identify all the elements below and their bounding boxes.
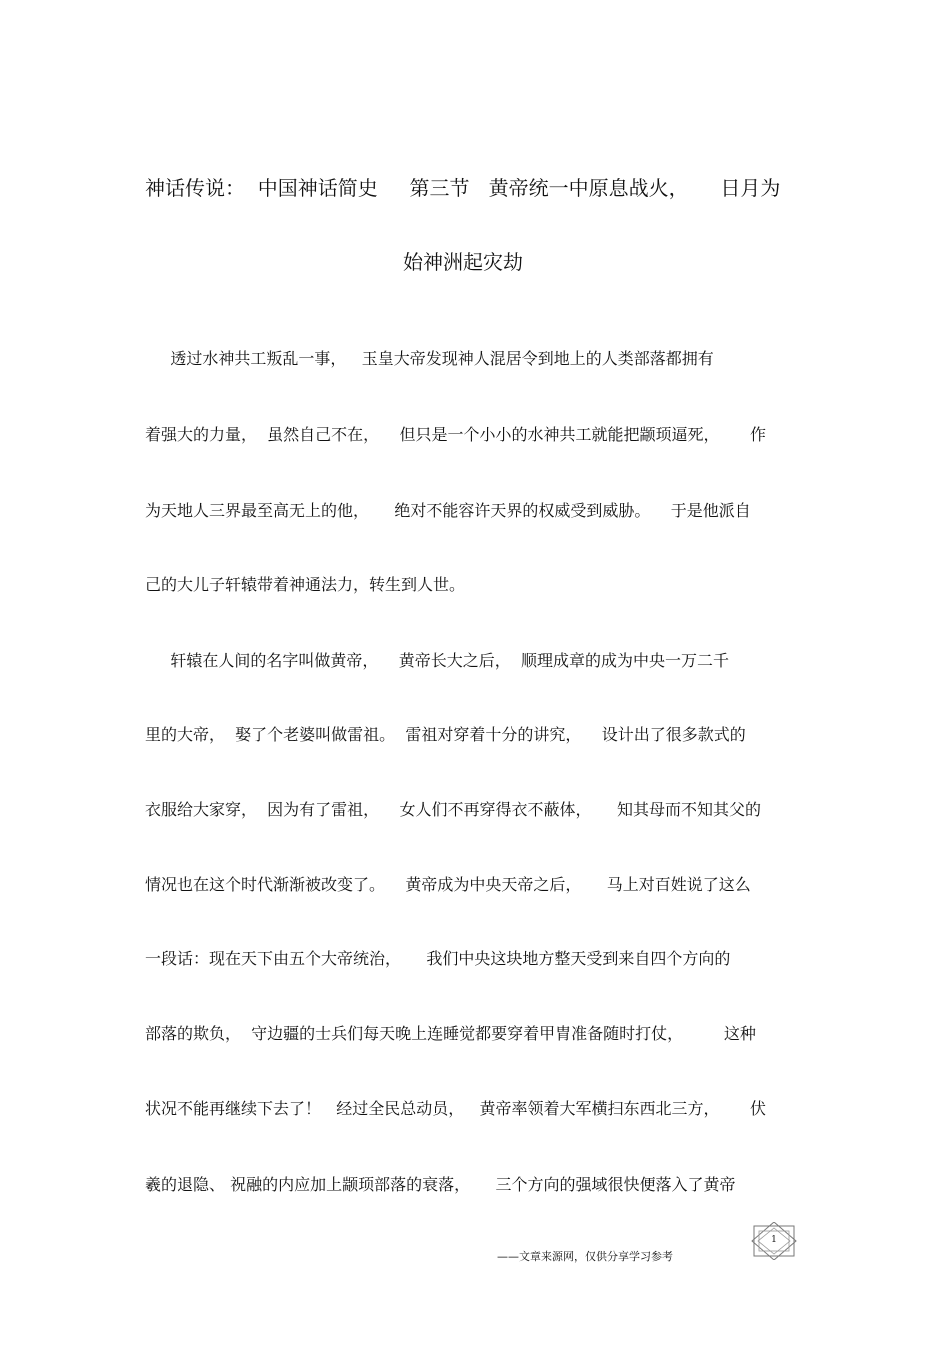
page-number-badge (750, 1222, 798, 1260)
body-line-12: 羲的退隐、 祝融的内应加上颛顼部落的衰落， 三个方向的强域很快便落入了黄帝 (145, 1175, 736, 1194)
page-number: 1 (771, 1235, 777, 1245)
source-footnote: ——文章来源网，仅供分享学习参考 (497, 1250, 673, 1263)
body-line-8: 情况也在这个时代渐渐被改变了。 黄帝成为中央天帝之后， 马上对百姓说了这么 (145, 875, 751, 894)
document-title-line-2: 始神洲起灾劫 (403, 250, 523, 274)
body-line-4: 己的大儿子轩辕带着神通法力，转生到人世。 (145, 575, 466, 594)
body-line-2: 着强大的力量， 虽然自己不在， 但只是一个小小的水神共工就能把颛顼逼死， 作 (145, 425, 767, 444)
body-line-5: 轩辕在人间的名字叫做黄帝， 黄帝长大之后， 顺理成章的成为中央一万二千 (145, 651, 729, 670)
body-line-3: 为天地人三界最至高无上的他， 绝对不能容许天界的权威受到威胁。 于是他派自 (145, 501, 751, 520)
document-title-line-1: 神话传说： 中国神话简史 第三节 黄帝统一中原息战火， 日月为 (145, 176, 781, 200)
body-line-1: 透过水神共工叛乱一事， 玉皇大帝发现神人混居令到地上的人类部落都拥有 (145, 349, 714, 368)
body-line-10: 部落的欺负， 守边疆的士兵们每天晚上连睡觉都要穿着甲胄准备随时打仗， 这种 (145, 1024, 756, 1043)
body-line-9: 一段话：现在天下由五个大帝统治， 我们中央这块地方整天受到来自四个方向的 (145, 949, 731, 968)
body-line-6: 里的大帝， 娶了个老婆叫做雷祖。 雷祖对穿着十分的讲究， 设计出了很多款式的 (145, 725, 746, 744)
body-line-11: 状况不能再继续下去了！ 经过全民总动员， 黄帝率领着大军横扫东西北三方， 伏 (145, 1099, 767, 1118)
body-line-7: 衣服给大家穿， 因为有了雷祖， 女人们不再穿得衣不蔽体， 知其母而不知其父的 (145, 800, 761, 819)
